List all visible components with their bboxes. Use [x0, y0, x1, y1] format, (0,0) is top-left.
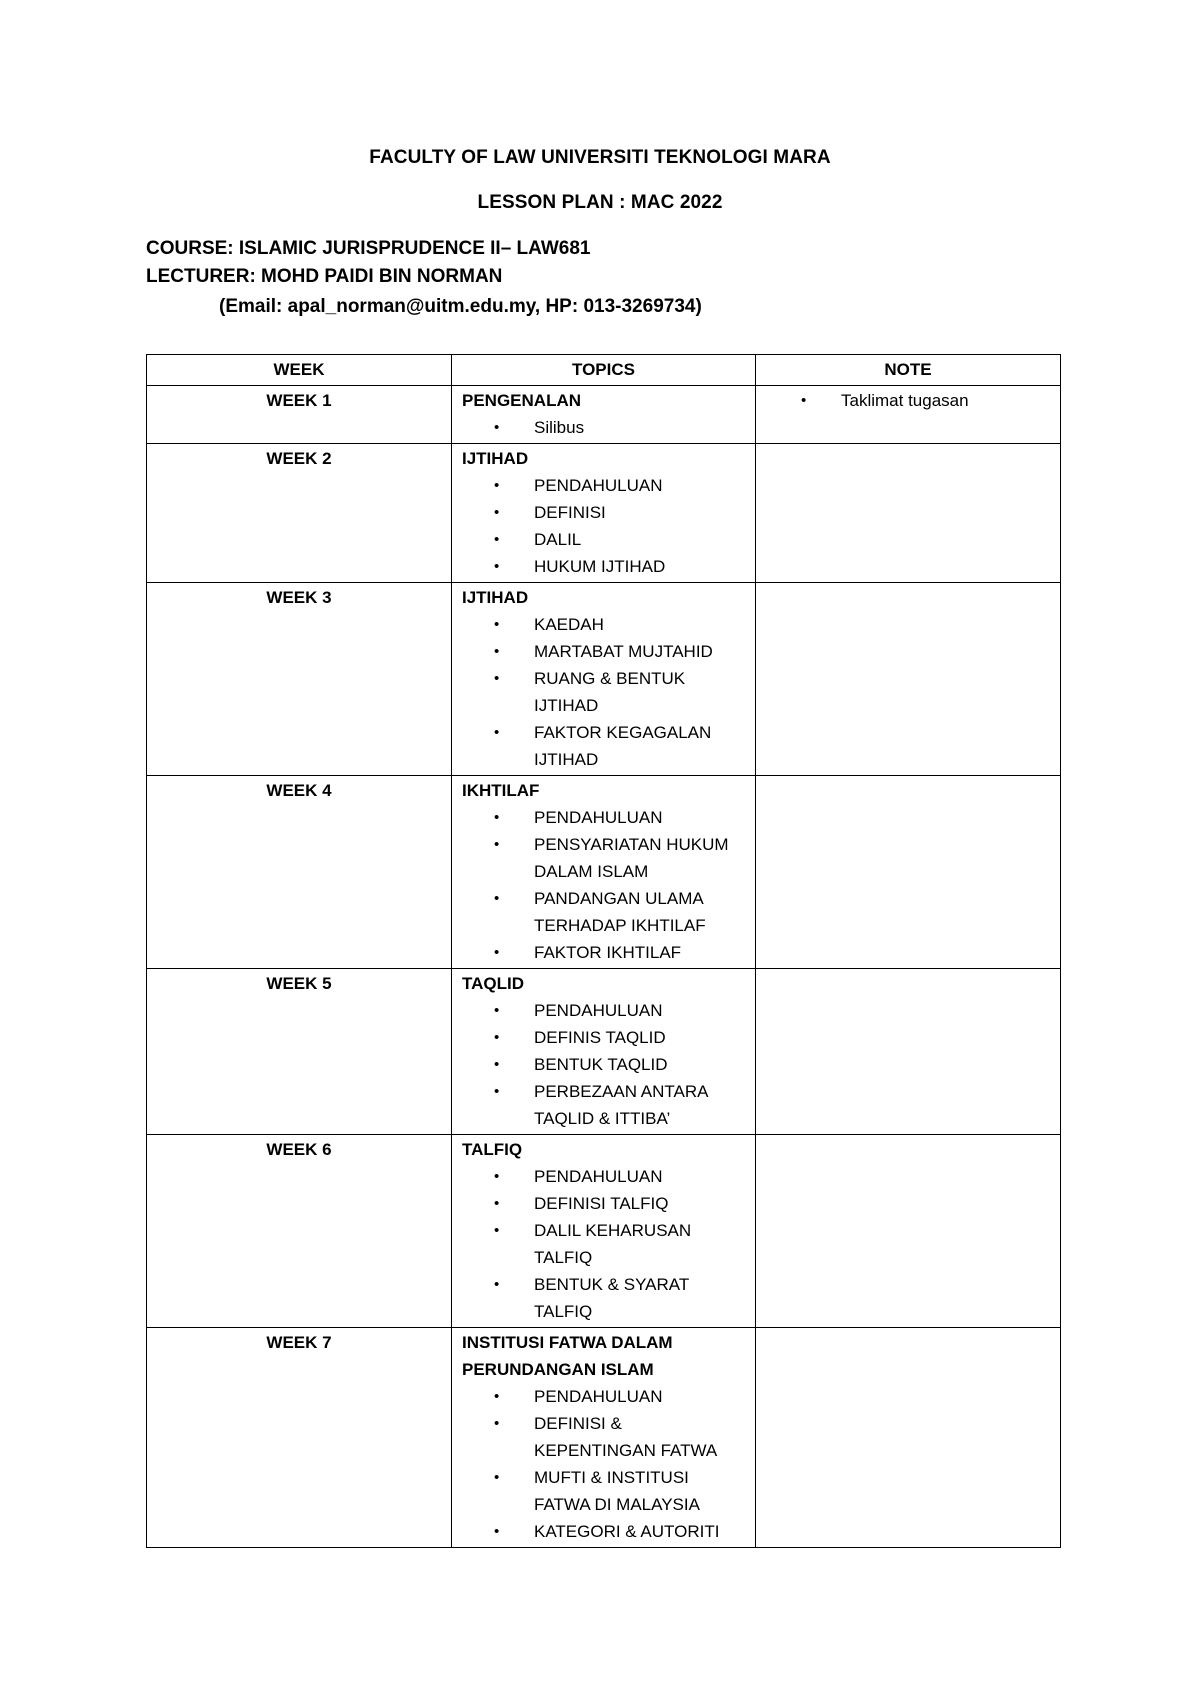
column-header-week: WEEK — [147, 355, 452, 386]
note-cell — [756, 386, 1061, 444]
topic-item-text: HUKUM IJTIHAD — [534, 557, 666, 576]
topic-item-text: FAKTOR IKHTILAF — [534, 943, 682, 962]
topic-item-text: KATEGORI & AUTORITI — [534, 1522, 720, 1541]
list-item — [462, 526, 745, 553]
bullet-icon: • — [494, 531, 500, 548]
topic-title: IKHTILAF — [462, 781, 540, 800]
bullet-icon: • — [494, 558, 500, 575]
topic-item-text: PENDAHULUAN — [534, 1387, 663, 1406]
table-row — [147, 776, 1061, 969]
note-cell — [756, 1135, 1061, 1328]
list-item — [462, 638, 745, 665]
topic-items-list — [462, 997, 745, 1132]
week-cell: WEEK 7 — [147, 1328, 452, 1548]
topic-item-text: RUANG & BENTUK IJTIHAD — [534, 669, 686, 715]
list-item — [766, 387, 1050, 414]
week-cell: WEEK 6 — [147, 1135, 452, 1328]
list-item — [462, 719, 745, 773]
topic-title: PENGENALAN — [462, 391, 582, 410]
topic-item-text: DEFINISI TALFIQ — [534, 1194, 669, 1213]
topic-item-text: DEFINISI & KEPENTINGAN FATWA — [534, 1414, 718, 1460]
topic-items-list — [462, 414, 745, 441]
list-item — [462, 1383, 745, 1410]
topic-item-text: DEFINISI — [534, 503, 606, 522]
topic-item-text: PENDAHULUAN — [534, 808, 663, 827]
topic-items-list — [462, 1163, 745, 1325]
table-header-row — [147, 355, 1061, 386]
topic-item-text: MUFTI & INSTITUSI FATWA DI MALAYSIA — [534, 1468, 700, 1514]
bullet-icon: • — [494, 1469, 500, 1486]
table-row — [147, 1135, 1061, 1328]
faculty-title: FACULTY OF LAW UNIVERSITI TEKNOLOGI MARA — [369, 147, 831, 168]
topic-item-text: PENDAHULUAN — [534, 1001, 663, 1020]
bullet-icon: • — [494, 643, 500, 660]
topic-item-text: DALIL KEHARUSAN TALFIQ — [534, 1221, 692, 1267]
topic-items-list — [462, 611, 745, 773]
column-header-note: NOTE — [756, 355, 1061, 386]
topics-cell — [452, 1328, 756, 1548]
bullet-icon: • — [494, 1195, 500, 1212]
table-row — [147, 969, 1061, 1135]
list-item — [462, 804, 745, 831]
list-item — [462, 997, 745, 1024]
column-header-topics: TOPICS — [452, 355, 756, 386]
topics-cell — [452, 386, 756, 444]
list-item — [462, 611, 745, 638]
bullet-icon: • — [494, 1388, 500, 1405]
bullet-icon: • — [494, 670, 500, 687]
list-item — [462, 939, 745, 966]
topic-item-text: FAKTOR KEGAGALAN IJTIHAD — [534, 723, 712, 769]
bullet-icon: • — [494, 1083, 500, 1100]
week-cell: WEEK 3 — [147, 583, 452, 776]
list-item — [462, 1464, 745, 1518]
topic-title: INSTITUSI FATWA DALAM PERUNDANGAN ISLAM — [462, 1333, 673, 1379]
topic-item-text: DALIL — [534, 530, 582, 549]
topic-item-text: PANDANGAN ULAMA TERHADAP IKHTILAF — [534, 889, 706, 935]
list-item — [462, 499, 745, 526]
list-item — [462, 1271, 745, 1325]
topics-cell — [452, 583, 756, 776]
topic-item-text: BENTUK TAQLID — [534, 1055, 668, 1074]
table-body — [147, 386, 1061, 1548]
lesson-plan-title: LESSON PLAN : MAC 2022 — [477, 192, 723, 213]
topics-cell — [452, 969, 756, 1135]
topic-item-text: Silibus — [534, 418, 585, 437]
list-item — [462, 665, 745, 719]
course-line: COURSE: ISLAMIC JURISPRUDENCE II– LAW681 — [146, 238, 591, 259]
bullet-icon: • — [494, 809, 500, 826]
bullet-icon: • — [494, 1168, 500, 1185]
note-cell — [756, 444, 1061, 583]
bullet-icon: • — [494, 1276, 500, 1293]
list-item — [462, 885, 745, 939]
note-cell — [756, 1328, 1061, 1548]
bullet-icon: • — [494, 1056, 500, 1073]
list-item — [462, 1078, 745, 1132]
week-cell: WEEK 4 — [147, 776, 452, 969]
notes-list — [766, 387, 1050, 414]
topic-item-text: KAEDAH — [534, 615, 604, 634]
bullet-icon: • — [494, 944, 500, 961]
week-cell: WEEK 5 — [147, 969, 452, 1135]
topic-title: IJTIHAD — [462, 449, 529, 468]
table-row — [147, 583, 1061, 776]
bullet-icon: • — [494, 1415, 500, 1432]
note-cell — [756, 776, 1061, 969]
list-item — [462, 1410, 745, 1464]
topic-items-list — [462, 472, 745, 580]
table-row — [147, 386, 1061, 444]
topic-item-text: BENTUK & SYARAT TALFIQ — [534, 1275, 689, 1321]
topic-item-text: PENSYARIATAN HUKUM DALAM ISLAM — [534, 835, 729, 881]
list-item — [462, 414, 745, 441]
list-item — [462, 1051, 745, 1078]
list-item — [462, 1217, 745, 1271]
bullet-icon: • — [494, 836, 500, 853]
table-row — [147, 1328, 1061, 1548]
topic-item-text: PENDAHULUAN — [534, 1167, 663, 1186]
bullet-icon: • — [494, 1002, 500, 1019]
bullet-icon: • — [494, 477, 500, 494]
contact-line: (Email: apal_norman@uitm.edu.my, HP: 013-3269734) — [219, 296, 702, 317]
note-cell — [756, 583, 1061, 776]
list-item — [462, 1190, 745, 1217]
topic-title: TALFIQ — [462, 1140, 523, 1159]
bullet-icon: • — [494, 1029, 500, 1046]
list-item — [462, 1163, 745, 1190]
topic-title: IJTIHAD — [462, 588, 529, 607]
topic-item-text: PENDAHULUAN — [534, 476, 663, 495]
list-item — [462, 1024, 745, 1051]
bullet-icon: • — [494, 724, 500, 741]
bullet-icon: • — [494, 419, 500, 436]
bullet-icon: • — [494, 1222, 500, 1239]
lesson-plan-table — [146, 354, 1061, 1548]
week-cell: WEEK 1 — [147, 386, 452, 444]
topics-cell — [452, 444, 756, 583]
week-cell: WEEK 2 — [147, 444, 452, 583]
bullet-icon: • — [494, 616, 500, 633]
topic-title: TAQLID — [462, 974, 525, 993]
bullet-icon: • — [494, 504, 500, 521]
list-item — [462, 472, 745, 499]
topics-cell — [452, 776, 756, 969]
note-text: Taklimat tugasan — [841, 391, 969, 410]
topic-item-text: MARTABAT MUJTAHID — [534, 642, 713, 661]
topics-cell — [452, 1135, 756, 1328]
topic-items-list — [462, 1383, 745, 1545]
bullet-icon: • — [494, 1523, 500, 1540]
table-row — [147, 444, 1061, 583]
topic-item-text: PERBEZAAN ANTARA TAQLID & ITTIBA’ — [534, 1082, 708, 1128]
topic-item-text: DEFINIS TAQLID — [534, 1028, 666, 1047]
bullet-icon: • — [801, 392, 807, 409]
topic-items-list — [462, 804, 745, 966]
lecturer-line: LECTURER: MOHD PAIDI BIN NORMAN — [146, 266, 503, 287]
list-item — [462, 1518, 745, 1545]
note-cell — [756, 969, 1061, 1135]
bullet-icon: • — [494, 890, 500, 907]
list-item — [462, 553, 745, 580]
list-item — [462, 831, 745, 885]
